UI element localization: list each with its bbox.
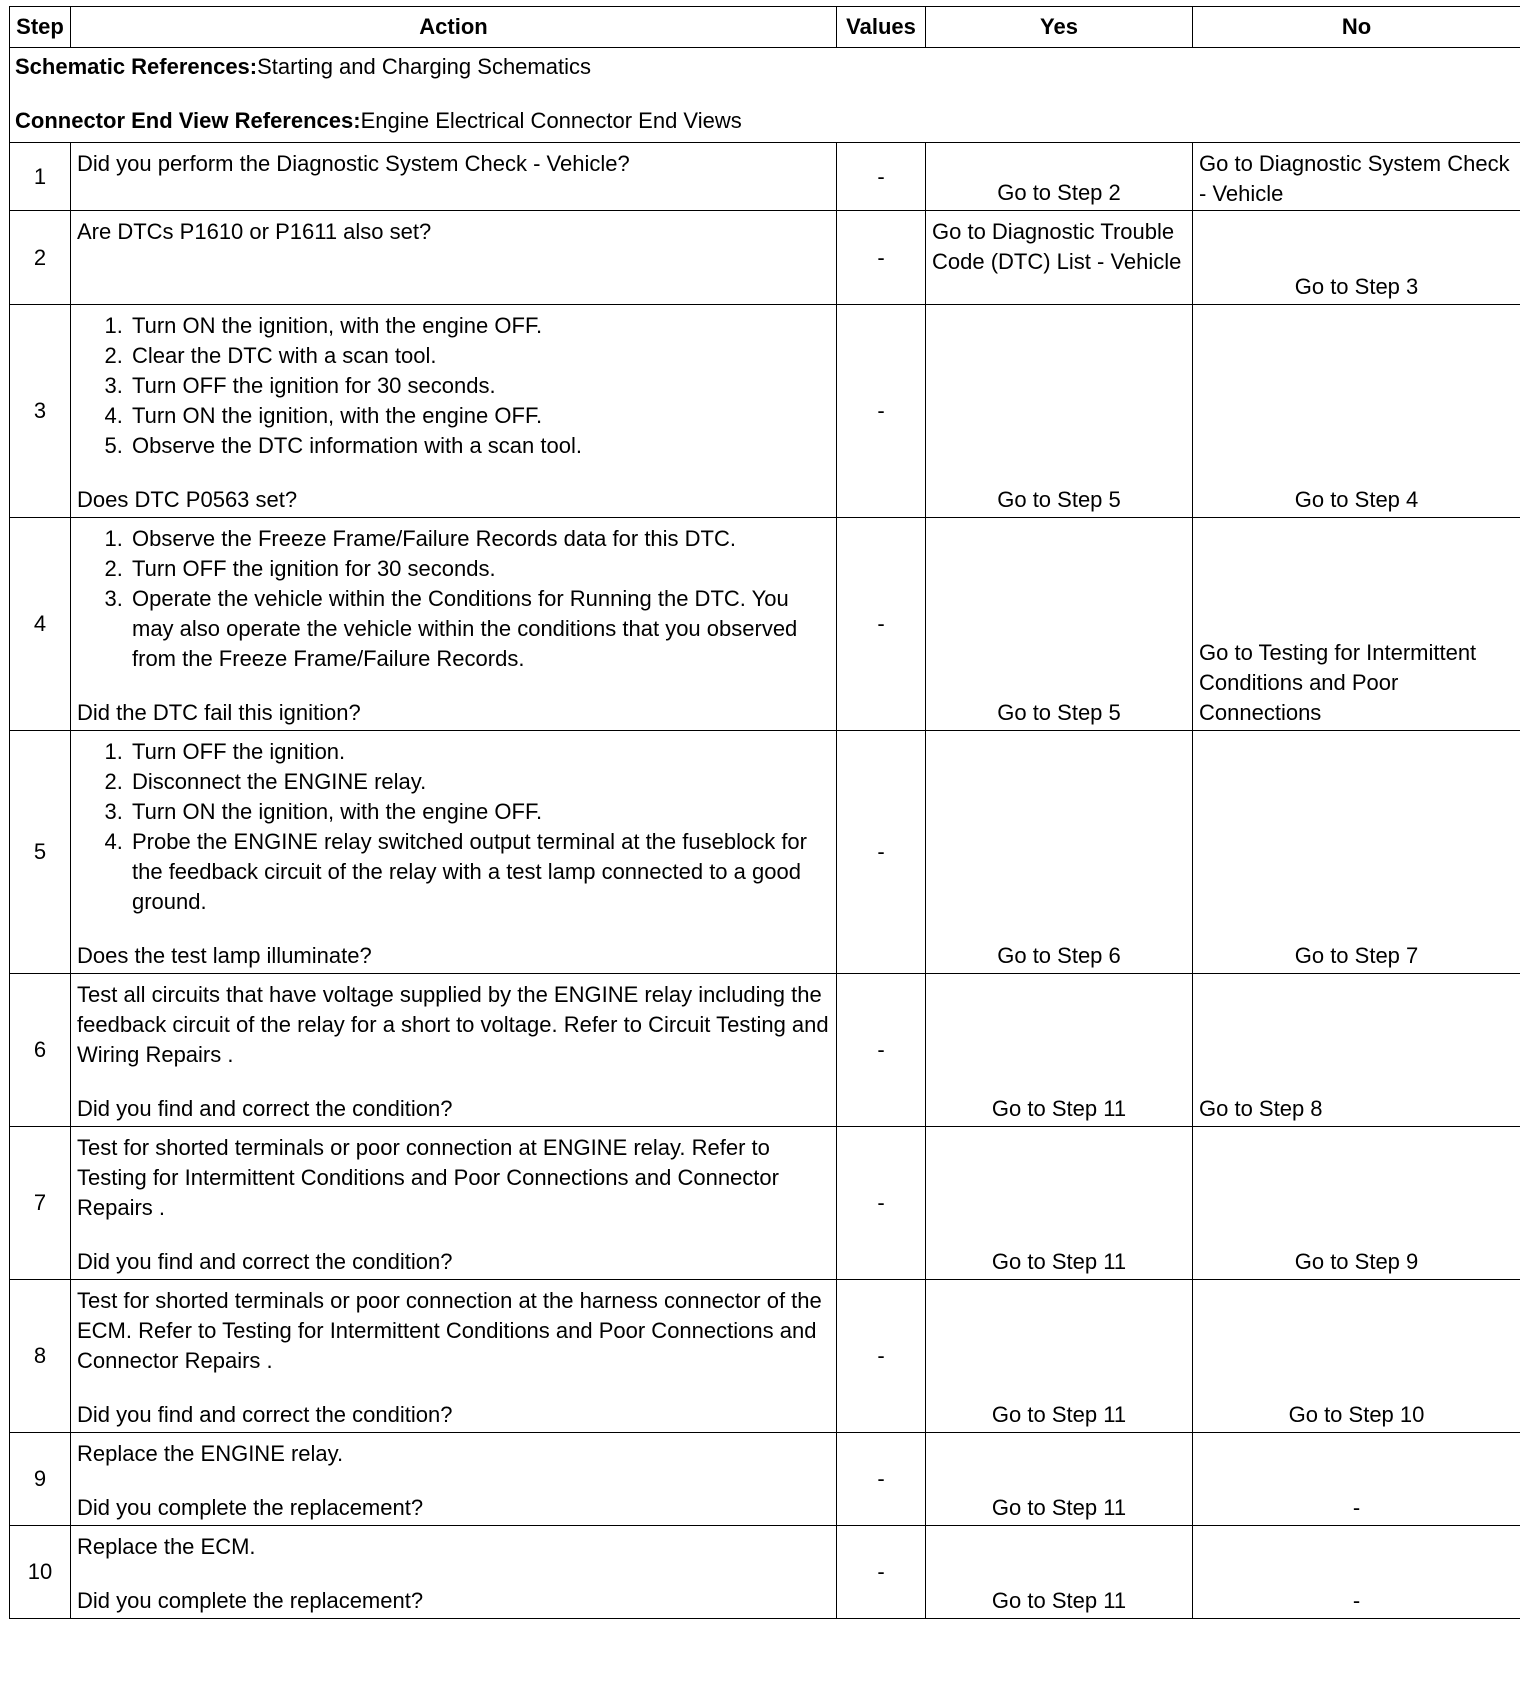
action-step-item: 4. Turn ON the ignition, with the engine OFF.	[129, 401, 830, 431]
no-cell	[1193, 1433, 1520, 1526]
yes-action-link[interactable]: Go to Step 6	[997, 943, 1121, 968]
no-action-link[interactable]: Go to Diagnostic System Check - Vehicle	[1199, 151, 1510, 206]
yes-cell	[926, 1526, 1193, 1619]
header-yes: Yes	[926, 7, 1193, 48]
references-cell	[10, 48, 1520, 143]
yes-cell	[926, 974, 1193, 1127]
action-steps-list	[77, 524, 830, 674]
no-action-link[interactable]: Go to Testing for Intermittent Conditions and Poor Connections	[1199, 640, 1477, 725]
table-row	[10, 1127, 1520, 1280]
yes-cell	[926, 518, 1193, 731]
references-row	[10, 48, 1520, 143]
yes-cell	[926, 143, 1193, 211]
value-cell: -	[837, 143, 926, 211]
connector-reference-label: Connector End View References:	[15, 108, 361, 133]
action-cell	[71, 211, 837, 305]
action-step-item: 2. Clear the DTC with a scan tool.	[129, 341, 830, 371]
table-row	[10, 731, 1520, 974]
action-step-item: 2. Disconnect the ENGINE relay.	[129, 767, 830, 797]
action-cell	[71, 143, 837, 211]
action-step-item: 3. Turn OFF the ignition for 30 seconds.	[129, 371, 830, 401]
no-action-link[interactable]: Go to Step 7	[1294, 943, 1419, 968]
header-no: No	[1193, 7, 1520, 48]
step-number: 5	[10, 731, 71, 974]
step-number: 9	[10, 1433, 71, 1526]
step-number: 4	[10, 518, 71, 731]
no-action-link: -	[1352, 1588, 1361, 1613]
yes-cell	[926, 1433, 1193, 1526]
step-number: 7	[10, 1127, 71, 1280]
no-action-link[interactable]: Go to Step 8	[1199, 1096, 1323, 1121]
no-cell	[1193, 305, 1520, 518]
action-question: Does the test lamp illuminate?	[77, 943, 372, 968]
yes-action-link[interactable]: Go to Diagnostic Trouble Code (DTC) List - Vehicle	[932, 219, 1182, 274]
table-row	[10, 1526, 1520, 1619]
action-question: Does DTC P0563 set?	[77, 487, 298, 512]
action-question: Did you find and correct the condition?	[77, 1096, 453, 1121]
no-cell	[1193, 211, 1520, 305]
no-cell	[1193, 1127, 1520, 1280]
action-cell	[71, 1127, 837, 1280]
value-cell: -	[837, 1526, 926, 1619]
action-question: Did you complete the replacement?	[77, 1588, 424, 1613]
yes-action-link[interactable]: Go to Step 5	[997, 487, 1121, 512]
yes-action-link[interactable]: Go to Step 11	[991, 1495, 1127, 1520]
action-text: Test for shorted terminals or poor connection at ENGINE relay. Refer to Testing for Intermittent Conditions and Poor Connections and Connector Repairs .	[77, 1135, 779, 1220]
action-cell	[71, 305, 837, 518]
no-cell	[1193, 1526, 1520, 1619]
value-cell: -	[837, 305, 926, 518]
value-cell: -	[837, 974, 926, 1127]
diagnostic-table-container	[9, 6, 1520, 1619]
no-action-link[interactable]: Go to Step 9	[1294, 1249, 1419, 1274]
yes-cell	[926, 1127, 1193, 1280]
action-text: Test all circuits that have voltage supplied by the ENGINE relay including the feedback circuit of the relay for a short to voltage. Refer to Circuit Testing and Wiring Repairs .	[77, 982, 829, 1067]
action-cell	[71, 1280, 837, 1433]
schematic-reference	[15, 52, 1515, 82]
no-action-link: -	[1352, 1495, 1361, 1520]
action-steps-list	[77, 311, 830, 461]
schematic-reference-label: Schematic References:	[15, 54, 258, 79]
action-step-item: 3. Operate the vehicle within the Conditions for Running the DTC. You may also operate the vehicle within the conditions that you observed from the Freeze Frame/Failure Records.	[129, 584, 830, 674]
action-text: Did you perform the Diagnostic System Check - Vehicle?	[77, 151, 630, 176]
schematic-reference-link[interactable]: Starting and Charging Schematics	[257, 54, 591, 79]
value-cell: -	[837, 1280, 926, 1433]
action-text: Replace the ECM.	[77, 1534, 256, 1559]
action-text: Are DTCs P1610 or P1611 also set?	[77, 219, 432, 244]
yes-action-link[interactable]: Go to Step 11	[991, 1402, 1127, 1427]
header-step: Step	[10, 7, 71, 48]
header-row	[10, 7, 1520, 48]
table-row	[10, 305, 1520, 518]
no-cell	[1193, 1280, 1520, 1433]
action-step-item: 1. Turn OFF the ignition.	[129, 737, 830, 767]
action-cell	[71, 1433, 837, 1526]
value-cell: -	[837, 1127, 926, 1280]
action-text: Test for shorted terminals or poor connection at the harness connector of the ECM. Refer to Testing for Intermittent Conditions and Poor Connections and Connector Repairs .	[77, 1288, 822, 1373]
no-cell	[1193, 518, 1520, 731]
yes-action-link[interactable]: Go to Step 2	[997, 180, 1121, 205]
connector-reference	[15, 106, 1515, 136]
step-number: 1	[10, 143, 71, 211]
connector-reference-link[interactable]: Engine Electrical Connector End Views	[360, 108, 742, 133]
yes-action-link[interactable]: Go to Step 11	[991, 1249, 1127, 1274]
table-row	[10, 211, 1520, 305]
table-row	[10, 1280, 1520, 1433]
action-cell	[71, 1526, 837, 1619]
no-action-link[interactable]: Go to Step 10	[1288, 1402, 1425, 1427]
header-values: Values	[837, 7, 926, 48]
step-number: 10	[10, 1526, 71, 1619]
value-cell: -	[837, 1433, 926, 1526]
yes-cell	[926, 211, 1193, 305]
step-number: 2	[10, 211, 71, 305]
step-number: 6	[10, 974, 71, 1127]
table-row	[10, 518, 1520, 731]
no-cell	[1193, 974, 1520, 1127]
yes-cell	[926, 305, 1193, 518]
no-action-link[interactable]: Go to Step 4	[1294, 487, 1419, 512]
yes-action-link[interactable]: Go to Step 5	[997, 700, 1121, 725]
value-cell: -	[837, 518, 926, 731]
table-row	[10, 143, 1520, 211]
action-step-item: 1. Turn ON the ignition, with the engine OFF.	[129, 311, 830, 341]
yes-cell	[926, 731, 1193, 974]
diagnostic-table	[9, 6, 1520, 1619]
action-step-item: 5. Observe the DTC information with a scan tool.	[129, 431, 830, 461]
action-question: Did you find and correct the condition?	[77, 1402, 453, 1427]
action-step-item: 3. Turn ON the ignition, with the engine OFF.	[129, 797, 830, 827]
no-cell	[1193, 143, 1520, 211]
action-question: Did the DTC fail this ignition?	[77, 700, 361, 725]
value-cell: -	[837, 731, 926, 974]
header-action: Action	[71, 7, 837, 48]
action-step-item: 4. Probe the ENGINE relay switched output terminal at the fuseblock for the feedback circuit of the relay with a test lamp connected to a good ground.	[129, 827, 830, 917]
action-question: Did you find and correct the condition?	[77, 1249, 453, 1274]
no-cell	[1193, 731, 1520, 974]
value-cell: -	[837, 211, 926, 305]
no-action-link[interactable]: Go to Step 3	[1294, 274, 1419, 299]
table-row	[10, 1433, 1520, 1526]
action-cell	[71, 731, 837, 974]
yes-cell	[926, 1280, 1193, 1433]
step-number: 8	[10, 1280, 71, 1433]
action-steps-list	[77, 737, 830, 917]
action-question: Did you complete the replacement?	[77, 1495, 424, 1520]
action-step-item: 1. Observe the Freeze Frame/Failure Records data for this DTC.	[129, 524, 830, 554]
yes-action-link[interactable]: Go to Step 11	[991, 1096, 1127, 1121]
table-row	[10, 974, 1520, 1127]
action-cell	[71, 974, 837, 1127]
action-step-item: 2. Turn OFF the ignition for 30 seconds.	[129, 554, 830, 584]
action-text: Replace the ENGINE relay.	[77, 1441, 344, 1466]
yes-action-link[interactable]: Go to Step 11	[991, 1588, 1127, 1613]
step-number: 3	[10, 305, 71, 518]
action-cell	[71, 518, 837, 731]
